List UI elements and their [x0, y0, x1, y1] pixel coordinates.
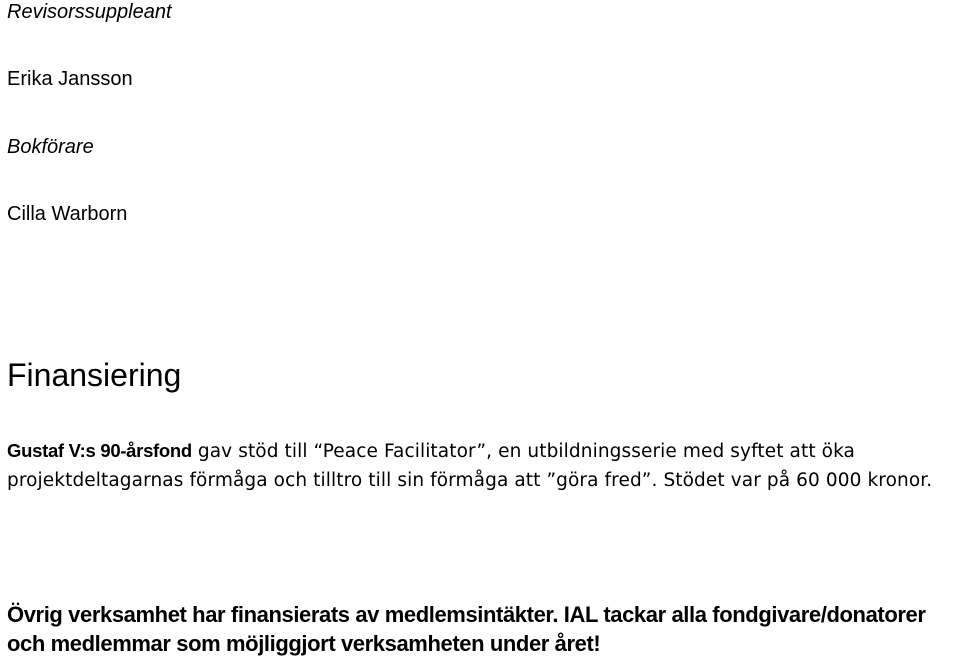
- financing-heading: Finansiering: [7, 357, 182, 393]
- bookkeeper-name: Cilla Warborn: [7, 203, 128, 225]
- fund-support-text: gav stöd till “Peace Facilitator”, en utbildningsserie med syftet att öka projektdeltagarnas förmåga och tilltro till sin förmåga att ”göra fred”. Stödet var på 60 000 kronor.: [7, 441, 933, 491]
- financing-paragraph: [7, 436, 959, 495]
- bookkeeper-role: Bokförare: [7, 136, 94, 158]
- deputy-auditor-name: Erika Jansson: [7, 68, 133, 90]
- closing-statement: Övrig verksamhet har finansierats av medlemsintäkter. IAL tackar alla fondgivare/donatorer och medlemmar som möjliggjort verksamheten under året!: [7, 602, 926, 656]
- deputy-auditor-role: Revisorssuppleant: [7, 1, 172, 23]
- fund-name: Gustaf V:s 90-årsfond: [7, 440, 192, 461]
